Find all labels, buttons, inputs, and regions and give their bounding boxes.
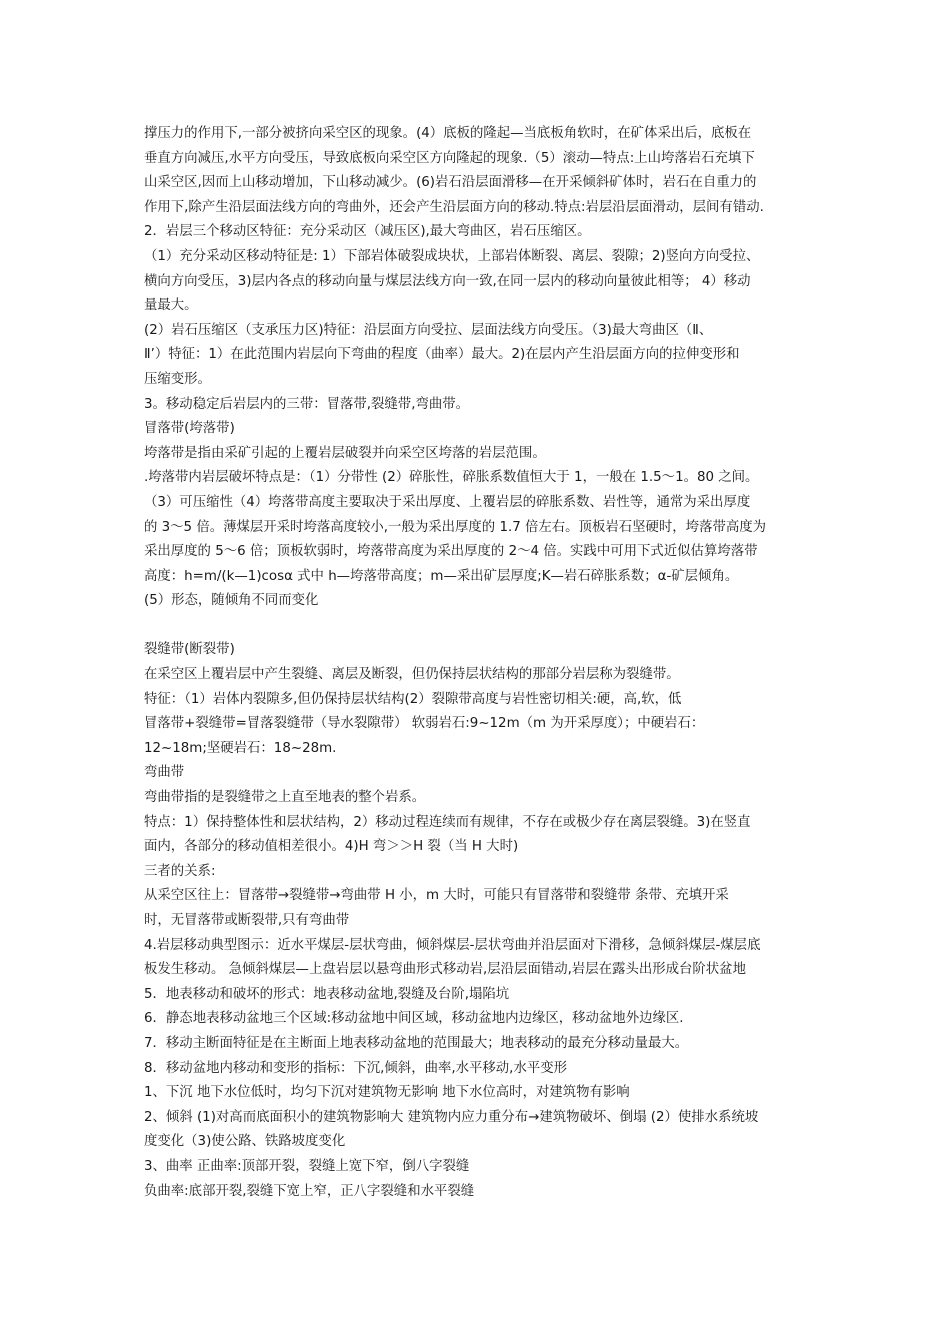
text-line: 1、下沉 地下水位低时，均匀下沉对建筑物无影响 地下水位高时，对建筑物有影响 <box>144 1085 630 1101</box>
text-line: 8．移动盆地内移动和变形的指标：下沉,倾斜，曲率,水平移动,水平变形 <box>144 1060 568 1076</box>
text-line: (2）岩石压缩区（支承压力区)特征：沿层面方向受拉、层面法线方向受压。（3)最大弯曲区（Ⅱ、 <box>144 322 713 338</box>
text-line: 冒落带(垮落带) <box>144 421 235 437</box>
text-line: （3）可压缩性（4）垮落带高度主要取决于采出厚度、上覆岩层的碎胀系数、岩性等，通常为采出厚度 <box>144 494 751 510</box>
text-line: 弯曲带 <box>144 765 185 781</box>
text-line: 面内，各部分的移动值相差很小。4)H 弯＞＞H 裂（当 H 大时) <box>144 839 519 855</box>
text-line: 3。移动稳定后岩层内的三带：冒落带,裂缝带,弯曲带。 <box>144 396 470 412</box>
text-line: 从采空区往上：冒落带→裂缝带→弯曲带 H 小，m 大时，可能只有冒落带和裂缝带 条带、充填开采 <box>144 888 729 904</box>
text-line: 在采空区上覆岩层中产生裂缝、离层及断裂，但仍保持层状结构的那部分岩层称为裂缝带。 <box>144 667 680 683</box>
text-line: 12~18m;坚硬岩石：18~28m. <box>144 740 337 756</box>
text-line: 弯曲带指的是裂缝带之上直至地表的整个岩系。 <box>144 790 426 806</box>
text-line: 7．移动主断面特征是在主断面上地表移动盆地的范围最大；地表移动的最充分移动量最大。 <box>144 1035 689 1051</box>
text-line: (5）形态，随倾角不同而变化 <box>144 593 319 609</box>
text-line: .垮落带内岩层破坏特点是：（1）分带性 (2）碎胀性，碎胀系数值恒大于 1，一般在 1.5～1。80 之间。 <box>144 470 759 486</box>
text-line: 冒落带+裂缝带=冒落裂缝带（导水裂隙带） 软弱岩石:9~12m（m 为开采厚度）；中硬岩石： <box>144 716 705 732</box>
text-line: 压缩变形。 <box>144 371 211 387</box>
text-line: 度变化（3)使公路、铁路坡度变化 <box>144 1134 346 1150</box>
text-line: 的 3～5 倍。薄煤层开采时垮落高度较小,一般为采出厚度的 1.7 倍左右。顶板岩石坚硬时，垮落带高度为 <box>144 519 767 535</box>
text-line: 特点：1）保持整体性和层状结构，2）移动过程连续而有规律，不存在或极少存在离层裂缝。3)在竖直 <box>144 814 751 830</box>
blank-line <box>144 614 812 639</box>
text-line: 山采空区,因而上山移动增加，下山移动减少。(6)岩石沿层面滑移—在开采倾斜矿体时，岩石在自重力的 <box>144 175 757 191</box>
text-line: 量最大。 <box>144 298 198 314</box>
text-line: 2．岩层三个移动区特征：充分采动区（减压区),最大弯曲区，岩石压缩区。 <box>144 224 591 240</box>
text-line: 垂直方向减压,水平方向受压，导致底板向采空区方向隆起的现象.（5）滚动—特点:上山垮落岩石充填下 <box>144 150 755 166</box>
text-line: 横向方向受压，3)层内各点的移动向量与煤层法线方向一致,在同一层内的移动向量彼此相等； 4）移动 <box>144 273 751 289</box>
text-line: 高度：h=m/(k—1)cosα 式中 h—垮落带高度；m—采出矿层厚度;K—岩石碎胀系数；α-矿层倾角。 <box>144 568 739 584</box>
text-line: 三者的关系: <box>144 863 216 879</box>
text-line: 时，无冒落带或断裂带,只有弯曲带 <box>144 913 350 928</box>
text-line: 5．地表移动和破坏的形式：地表移动盆地,裂缝及台阶,塌陷坑 <box>144 986 510 1002</box>
text-line: 2、倾斜 (1)对高而底面积小的建筑物影响大 建筑物内应力重分布→建筑物破坏、倒塌 (2）使排水系统坡 <box>144 1109 759 1125</box>
text-line: 作用下,除产生沿层面法线方向的弯曲外，还会产生沿层面方向的移动.特点:岩层沿层面滑动，层间有错动. <box>144 199 764 215</box>
text-line: 4.岩层移动典型图示：近水平煤层-层状弯曲，倾斜煤层-层状弯曲并沿层面对下滑移，急倾斜煤层-煤层底 <box>144 937 761 953</box>
text-line: 板发生移动。 急倾斜煤层—上盘岩层以悬弯曲形式移动岩,层沿层面错动,岩层在露头出形成台阶状盆地 <box>144 962 746 978</box>
text-line: 裂缝带(断裂带) <box>144 642 235 658</box>
text-line: 采出厚度的 5～6 倍；顶板软弱时，垮落带高度为采出厚度的 2～4 倍。实践中可用下式近似估算垮落带 <box>144 544 758 560</box>
text-line: 负曲率:底部开裂,裂缝下宽上窄，正八字裂缝和水平裂缝 <box>144 1183 475 1199</box>
text-line: 撑压力的作用下,一部分被挤向采空区的现象。(4）底板的隆起—当底板角软时，在矿体采出后，底板在 <box>144 126 752 141</box>
text-line: 垮落带是指由采矿引起的上覆岩层破裂并向采空区垮落的岩层范围。 <box>144 445 546 461</box>
text-line: （1）充分采动区移动特征是: 1）下部岩体破裂成块状，上部岩体断裂、离层、裂隙；2)竖向方向受拉、 <box>144 248 760 264</box>
text-line: Ⅱ’）特征：1）在此范围内岩层向下弯曲的程度（曲率）最大。2)在层内产生沿层面方向的拉伸变形和 <box>144 347 740 363</box>
text-line: 特征：（1）岩体内裂隙多,但仍保持层状结构(2）裂隙带高度与岩性密切相关:硬，高,软，低 <box>144 691 682 707</box>
text-line: 6．静态地表移动盆地三个区域:移动盆地中间区域，移动盆地内边缘区，移动盆地外边缘区. <box>144 1011 684 1027</box>
text-line: 3、曲率 正曲率:顶部开裂，裂缝上宽下窄，倒八字裂缝 <box>144 1158 470 1174</box>
